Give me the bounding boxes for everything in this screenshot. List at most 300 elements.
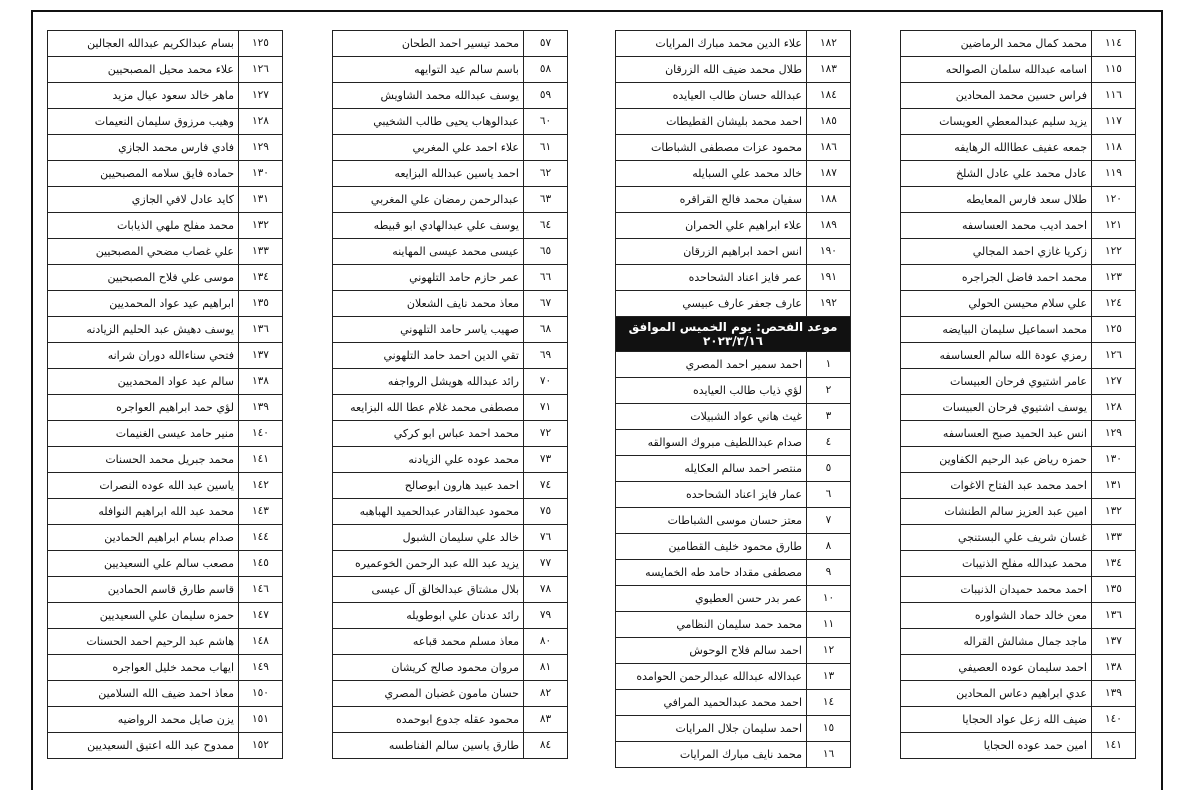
row-number: ١٣٤ <box>239 265 283 291</box>
table-row <box>616 508 851 534</box>
person-name: معاذ محمد نايف الشعلان <box>333 291 524 317</box>
table-row <box>616 586 851 612</box>
row-number: ٧٥ <box>524 499 568 525</box>
person-name: هاشم عبد الرحيم احمد الحسنات <box>48 629 239 655</box>
table-row <box>901 551 1136 577</box>
person-name: احمد سمير احمد المصري <box>616 352 807 378</box>
row-number: ١٣٢ <box>1092 499 1136 525</box>
row-number: ١٣٢ <box>239 213 283 239</box>
person-name: اسامه عبدالله سلمان الصوالحه <box>901 57 1092 83</box>
person-name: امين حمد عوده الحجايا <box>901 733 1092 759</box>
person-name: لؤي ذياب طالب العيايده <box>616 378 807 404</box>
table-row <box>901 421 1136 447</box>
row-number: ١٠ <box>807 586 851 612</box>
row-number: ١٢٩ <box>1092 421 1136 447</box>
person-name: يوسف دهيش عبد الحليم الزيادنه <box>48 317 239 343</box>
row-number: ١٩٢ <box>807 291 851 317</box>
table-row <box>333 135 568 161</box>
table-row <box>48 161 283 187</box>
table-row <box>616 213 851 239</box>
person-name: قاسم طارق قاسم الحمادين <box>48 577 239 603</box>
row-number: ١٢٤ <box>1092 291 1136 317</box>
table-row <box>616 161 851 187</box>
person-name: احمد سليمان عوده العصيفي <box>901 655 1092 681</box>
row-number: ٦٠ <box>524 109 568 135</box>
person-name: باسم سالم عيد التوايهه <box>333 57 524 83</box>
row-number: ١٢٧ <box>239 83 283 109</box>
row-number: ١٣١ <box>1092 473 1136 499</box>
row-number: ١٤٥ <box>239 551 283 577</box>
table-row <box>616 352 851 378</box>
row-number: ٧٨ <box>524 577 568 603</box>
person-name: يزيد عبد الله عبد الرحمن الخوعميره <box>333 551 524 577</box>
person-name: محمد حمد سليمان النظامي <box>616 612 807 638</box>
row-number: ١٣٧ <box>239 343 283 369</box>
table-row <box>48 499 283 525</box>
table-row <box>616 239 851 265</box>
person-name: فتحي سناءالله دوران شرانه <box>48 343 239 369</box>
table-row <box>48 447 283 473</box>
row-number: ١٢٩ <box>239 135 283 161</box>
person-name: رمزي عودة الله سالم العساسفه <box>901 343 1092 369</box>
person-name: احمد سالم فلاح الوحوش <box>616 638 807 664</box>
row-number: ١٤١ <box>239 447 283 473</box>
person-name: علي سلام محيسن الحولي <box>901 291 1092 317</box>
person-name: عيسى محمد عيسى المهاينه <box>333 239 524 265</box>
row-number: ١٨٥ <box>807 109 851 135</box>
table-row <box>48 525 283 551</box>
table-row <box>901 187 1136 213</box>
person-name: جمعه عفيف عطاالله الرهايفه <box>901 135 1092 161</box>
row-number: ٨٢ <box>524 681 568 707</box>
row-number: ١٩١ <box>807 265 851 291</box>
names-table-column-1 <box>900 30 1136 759</box>
row-number: ١٤٠ <box>1092 707 1136 733</box>
table-row <box>901 629 1136 655</box>
person-name: ياسين عبد الله عوده النصرات <box>48 473 239 499</box>
row-number: ١١٥ <box>1092 57 1136 83</box>
row-number: ٩ <box>807 560 851 586</box>
person-name: مصعب سالم علي السعيديين <box>48 551 239 577</box>
person-name: عادل محمد علي عادل الشلخ <box>901 161 1092 187</box>
person-name: محمد احمد عباس ابو كركي <box>333 421 524 447</box>
table-row <box>901 473 1136 499</box>
row-number: ٦٩ <box>524 343 568 369</box>
row-number: ٥٨ <box>524 57 568 83</box>
person-name: طارق محمود خليف القطامين <box>616 534 807 560</box>
row-number: ٦٦ <box>524 265 568 291</box>
row-number: ٧٤ <box>524 473 568 499</box>
person-name: خالد علي سليمان الشبول <box>333 525 524 551</box>
row-number: ٦١ <box>524 135 568 161</box>
person-name: محمود عزات مصطفى الشباطات <box>616 135 807 161</box>
table-row <box>48 135 283 161</box>
table-row <box>616 742 851 768</box>
row-number: ٦ <box>807 482 851 508</box>
person-name: معاذ احمد ضيف الله السلامين <box>48 681 239 707</box>
row-number: ١٤٦ <box>239 577 283 603</box>
row-number: ١٣٠ <box>1092 447 1136 473</box>
table-row <box>901 499 1136 525</box>
row-number: ٣ <box>807 404 851 430</box>
row-number: ١٢٦ <box>239 57 283 83</box>
person-name: معن خالد حماد الشواوره <box>901 603 1092 629</box>
row-number: ١ <box>807 352 851 378</box>
table-row <box>333 707 568 733</box>
row-number: ١٢٠ <box>1092 187 1136 213</box>
table-row <box>901 57 1136 83</box>
person-name: طلال سعد فارس المعايطه <box>901 187 1092 213</box>
person-name: عبدالاله عبدالله عبدالرحمن الحوامده <box>616 664 807 690</box>
row-number: ٦٢ <box>524 161 568 187</box>
row-number: ٦٧ <box>524 291 568 317</box>
row-number: ١١٩ <box>1092 161 1136 187</box>
table-row <box>616 612 851 638</box>
person-name: احمد ياسين عبدالله البزايعه <box>333 161 524 187</box>
person-name: عبدالوهاب يحيى طالب الشخيبي <box>333 109 524 135</box>
person-name: لؤي حمد ابراهيم العواجره <box>48 395 239 421</box>
person-name: صدام بسام ابراهيم الحمادين <box>48 525 239 551</box>
row-number: ١١٤ <box>1092 31 1136 57</box>
row-number: ١٨٨ <box>807 187 851 213</box>
row-number: ٧٩ <box>524 603 568 629</box>
table-row <box>48 603 283 629</box>
table-row <box>616 690 851 716</box>
table-row <box>616 109 851 135</box>
person-name: موسى علي فلاح المصبحيين <box>48 265 239 291</box>
table-row <box>333 655 568 681</box>
person-name: احمد محمد حميدان الذنيبات <box>901 577 1092 603</box>
table-row <box>901 135 1136 161</box>
person-name: علاء ابراهيم علي الحمران <box>616 213 807 239</box>
table-row <box>616 187 851 213</box>
person-name: فادي فارس محمد الجازي <box>48 135 239 161</box>
row-number: ١٣٤ <box>1092 551 1136 577</box>
person-name: عمر حازم حامد التلهوني <box>333 265 524 291</box>
row-number: ١٨٩ <box>807 213 851 239</box>
person-name: وهيب مرزوق سليمان النعيمات <box>48 109 239 135</box>
person-name: غيث هاني عواد الشبيلات <box>616 404 807 430</box>
row-number: ١٣٣ <box>239 239 283 265</box>
exam-date-header: موعد الفحص: يوم الخميس الموافق ٢٠٢٣/٣/١٦ <box>616 317 851 352</box>
person-name: بلال مشتاق عبدالخالق آل عيسى <box>333 577 524 603</box>
person-name: مصطفى محمد غلام عطا الله البزايعه <box>333 395 524 421</box>
row-number: ١٤٤ <box>239 525 283 551</box>
table-row <box>901 239 1136 265</box>
row-number: ١٨٢ <box>807 31 851 57</box>
person-name: صهيب ياسر حامد التلهوني <box>333 317 524 343</box>
person-name: محمد عوده علي الزيادنه <box>333 447 524 473</box>
person-name: رائد عبدالله هويشل الرواجفه <box>333 369 524 395</box>
table-row <box>48 83 283 109</box>
table-row <box>333 603 568 629</box>
person-name: بسام عبدالكريم عبدالله العجالين <box>48 31 239 57</box>
person-name: ايهاب محمد خليل العواجره <box>48 655 239 681</box>
row-number: ٥ <box>807 456 851 482</box>
table-row <box>901 83 1136 109</box>
person-name: فراس حسين محمد المحادين <box>901 83 1092 109</box>
table-row <box>616 430 851 456</box>
row-number: ٢ <box>807 378 851 404</box>
table-row <box>901 395 1136 421</box>
table-row <box>901 213 1136 239</box>
row-number: ١٥١ <box>239 707 283 733</box>
table-row <box>616 456 851 482</box>
person-name: حمزه رياض عبد الرحيم الكفاوين <box>901 447 1092 473</box>
table-row <box>48 681 283 707</box>
table-row <box>48 733 283 759</box>
row-number: ١٢٥ <box>1092 317 1136 343</box>
row-number: ٥٧ <box>524 31 568 57</box>
person-name: طارق ياسين سالم الفناطسه <box>333 733 524 759</box>
row-number: ١٢٣ <box>1092 265 1136 291</box>
row-number: ١٢ <box>807 638 851 664</box>
row-number: ١١٧ <box>1092 109 1136 135</box>
table-row <box>48 213 283 239</box>
row-number: ١٥٠ <box>239 681 283 707</box>
table-row <box>48 577 283 603</box>
person-name: ماهر خالد سعود عيال مزيد <box>48 83 239 109</box>
table-row <box>333 551 568 577</box>
person-name: علاء الدين محمد مبارك المرايات <box>616 31 807 57</box>
table-row <box>333 395 568 421</box>
table-row <box>333 681 568 707</box>
person-name: عبدالرحمن رمضان علي المغربي <box>333 187 524 213</box>
person-name: سالم عيد عواد المحمديين <box>48 369 239 395</box>
person-name: احمد عبيد هارون ابوصالح <box>333 473 524 499</box>
row-number: ١١٦ <box>1092 83 1136 109</box>
names-table-column-4 <box>47 30 283 759</box>
table-row <box>333 525 568 551</box>
person-name: عبدالله حسان طالب العيايده <box>616 83 807 109</box>
row-number: ١٣٥ <box>239 291 283 317</box>
table-row <box>333 629 568 655</box>
row-number: ١٤٨ <box>239 629 283 655</box>
row-number: ٦٣ <box>524 187 568 213</box>
person-name: ماجد جمال مشالش القراله <box>901 629 1092 655</box>
table-row <box>48 421 283 447</box>
row-number: ١٤٩ <box>239 655 283 681</box>
person-name: حمزه سليمان علي السعيديين <box>48 603 239 629</box>
person-name: محمود عقله جدوع ابوحمده <box>333 707 524 733</box>
row-number: ١٣٨ <box>239 369 283 395</box>
person-name: كايد عادل لافي الجازي <box>48 187 239 213</box>
row-number: ١٨٤ <box>807 83 851 109</box>
person-name: احمد محمد عبدالحميد المرافي <box>616 690 807 716</box>
person-name: محمد عبدالله مفلح الذنيبات <box>901 551 1092 577</box>
table-row <box>48 265 283 291</box>
table-row <box>616 482 851 508</box>
row-number: ١٦ <box>807 742 851 768</box>
person-name: احمد سليمان جلال المرايات <box>616 716 807 742</box>
table-row <box>901 265 1136 291</box>
row-number: ١٨٧ <box>807 161 851 187</box>
table-row <box>901 447 1136 473</box>
row-number: ٨٣ <box>524 707 568 733</box>
row-number: ١٢٥ <box>239 31 283 57</box>
table-row <box>901 161 1136 187</box>
person-name: محمد جبريل محمد الحسنات <box>48 447 239 473</box>
row-number: ٧٧ <box>524 551 568 577</box>
table-row <box>333 83 568 109</box>
table-row <box>901 577 1136 603</box>
table-row <box>616 265 851 291</box>
row-number: ٨٠ <box>524 629 568 655</box>
row-number: ٨ <box>807 534 851 560</box>
person-name: محمد تيسير احمد الطحان <box>333 31 524 57</box>
table-row <box>616 291 851 317</box>
person-name: محمد احمد فاضل الجراجره <box>901 265 1092 291</box>
row-number: ١٢٨ <box>239 109 283 135</box>
table-row <box>48 551 283 577</box>
person-name: عدي ابراهيم دعاس المحادين <box>901 681 1092 707</box>
table-row <box>616 638 851 664</box>
person-name: زكريا غازي احمد المجالي <box>901 239 1092 265</box>
row-number: ١١٨ <box>1092 135 1136 161</box>
person-name: يزن صايل محمد الرواضيه <box>48 707 239 733</box>
person-name: عارف جعفر عارف عبيسي <box>616 291 807 317</box>
person-name: امين عبد العزيز سالم الطنشات <box>901 499 1092 525</box>
table-row <box>333 31 568 57</box>
table-row <box>333 317 568 343</box>
person-name: منير حامد عيسى الغنيمات <box>48 421 239 447</box>
table-row <box>616 716 851 742</box>
row-number: ١٤٧ <box>239 603 283 629</box>
names-table-column-2 <box>615 30 851 768</box>
table-row <box>48 291 283 317</box>
person-name: يوسف اشتيوي فرحان العبيسات <box>901 395 1092 421</box>
row-number: ١٥٢ <box>239 733 283 759</box>
row-number: ١٤١ <box>1092 733 1136 759</box>
person-name: محمد كمال محمد الرماضين <box>901 31 1092 57</box>
row-number: ٨٤ <box>524 733 568 759</box>
table-row <box>48 317 283 343</box>
row-number: ٧١ <box>524 395 568 421</box>
table-row <box>333 473 568 499</box>
table-row <box>616 378 851 404</box>
person-name: عامر اشتيوي فرحان العبيسات <box>901 369 1092 395</box>
table-row <box>616 57 851 83</box>
table-row <box>333 421 568 447</box>
row-number: ١٣٠ <box>239 161 283 187</box>
row-number: ٧٦ <box>524 525 568 551</box>
table-row <box>901 733 1136 759</box>
person-name: ابراهيم عيد عواد المحمديين <box>48 291 239 317</box>
table-row <box>333 291 568 317</box>
row-number: ١٩٠ <box>807 239 851 265</box>
person-name: معتز حسان موسى الشباطات <box>616 508 807 534</box>
table-row <box>333 447 568 473</box>
names-table-column-3 <box>332 30 568 759</box>
table-row <box>333 577 568 603</box>
person-name: خالد محمد علي السبايله <box>616 161 807 187</box>
table-row <box>48 655 283 681</box>
table-row <box>616 135 851 161</box>
person-name: احمد محمد بليشان القطيطات <box>616 109 807 135</box>
table-row <box>901 291 1136 317</box>
row-number: ١٣٧ <box>1092 629 1136 655</box>
row-number: ١٢١ <box>1092 213 1136 239</box>
person-name: يوسف علي عبدالهادي ابو قبيطه <box>333 213 524 239</box>
person-name: عمر فايز اعناد الشحاحده <box>616 265 807 291</box>
person-name: ممدوح عبد الله اعتيق السعيديين <box>48 733 239 759</box>
table-row <box>901 317 1136 343</box>
table-row <box>333 161 568 187</box>
table-row <box>616 664 851 690</box>
person-name: علي غصاب مضحي المصبحيين <box>48 239 239 265</box>
row-number: ١٣٥ <box>1092 577 1136 603</box>
person-name: محمد اسماعيل سليمان البيايضه <box>901 317 1092 343</box>
table-row <box>901 109 1136 135</box>
person-name: منتصر احمد سالم العكايله <box>616 456 807 482</box>
row-number: ١٣٦ <box>1092 603 1136 629</box>
person-name: تقي الدين احمد حامد التلهوني <box>333 343 524 369</box>
table-row <box>616 560 851 586</box>
table-row <box>333 109 568 135</box>
person-name: علاء احمد علي المغربي <box>333 135 524 161</box>
table-row <box>616 31 851 57</box>
person-name: عمار فايز اعناد الشحاحده <box>616 482 807 508</box>
person-name: سفيان محمد فالح القراقره <box>616 187 807 213</box>
person-name: ضيف الله زعل عواد الحجايا <box>901 707 1092 733</box>
row-number: ٦٨ <box>524 317 568 343</box>
table-row <box>48 239 283 265</box>
person-name: احمد اديب محمد العساسفه <box>901 213 1092 239</box>
person-name: يوسف عبدالله محمد الشاويش <box>333 83 524 109</box>
person-name: انس عبد الحميد صبح العساسفه <box>901 421 1092 447</box>
table-row <box>333 265 568 291</box>
table-row <box>333 213 568 239</box>
row-number: ١٢٦ <box>1092 343 1136 369</box>
person-name: طلال محمد ضيف الله الزرقان <box>616 57 807 83</box>
row-number: ٧ <box>807 508 851 534</box>
row-number: ١٣٣ <box>1092 525 1136 551</box>
row-number: ٧٢ <box>524 421 568 447</box>
person-name: علاء محمد محيل المصبحيين <box>48 57 239 83</box>
row-number: ١٢٢ <box>1092 239 1136 265</box>
table-row <box>901 31 1136 57</box>
table-row <box>48 369 283 395</box>
person-name: رائد عدنان علي ابوطويله <box>333 603 524 629</box>
table-row <box>616 404 851 430</box>
table-row <box>333 343 568 369</box>
row-number: ١٢٧ <box>1092 369 1136 395</box>
row-number: ٦٤ <box>524 213 568 239</box>
row-number: ١٤٢ <box>239 473 283 499</box>
person-name: مصطفى مقداد حامد طه الخمايسه <box>616 560 807 586</box>
table-row <box>901 681 1136 707</box>
person-name: مروان محمود صالح كريشان <box>333 655 524 681</box>
table-row <box>48 31 283 57</box>
table-row <box>901 603 1136 629</box>
table-row <box>48 395 283 421</box>
row-number: ٦٥ <box>524 239 568 265</box>
person-name: حسان مامون غضبان المصري <box>333 681 524 707</box>
row-number: ١٣٩ <box>239 395 283 421</box>
person-name: محمود عبدالقادر عبدالحميد الهباهبه <box>333 499 524 525</box>
person-name: حماده فايق سلامه المصبحيين <box>48 161 239 187</box>
person-name: غسان شريف علي البستنجي <box>901 525 1092 551</box>
row-number: ٧٣ <box>524 447 568 473</box>
table-row <box>901 343 1136 369</box>
row-number: ١٨٣ <box>807 57 851 83</box>
table-row <box>48 707 283 733</box>
person-name: محمد مفلح ملهي الذيابات <box>48 213 239 239</box>
table-row <box>48 187 283 213</box>
table-row <box>901 525 1136 551</box>
table-row <box>901 707 1136 733</box>
table-row <box>901 655 1136 681</box>
